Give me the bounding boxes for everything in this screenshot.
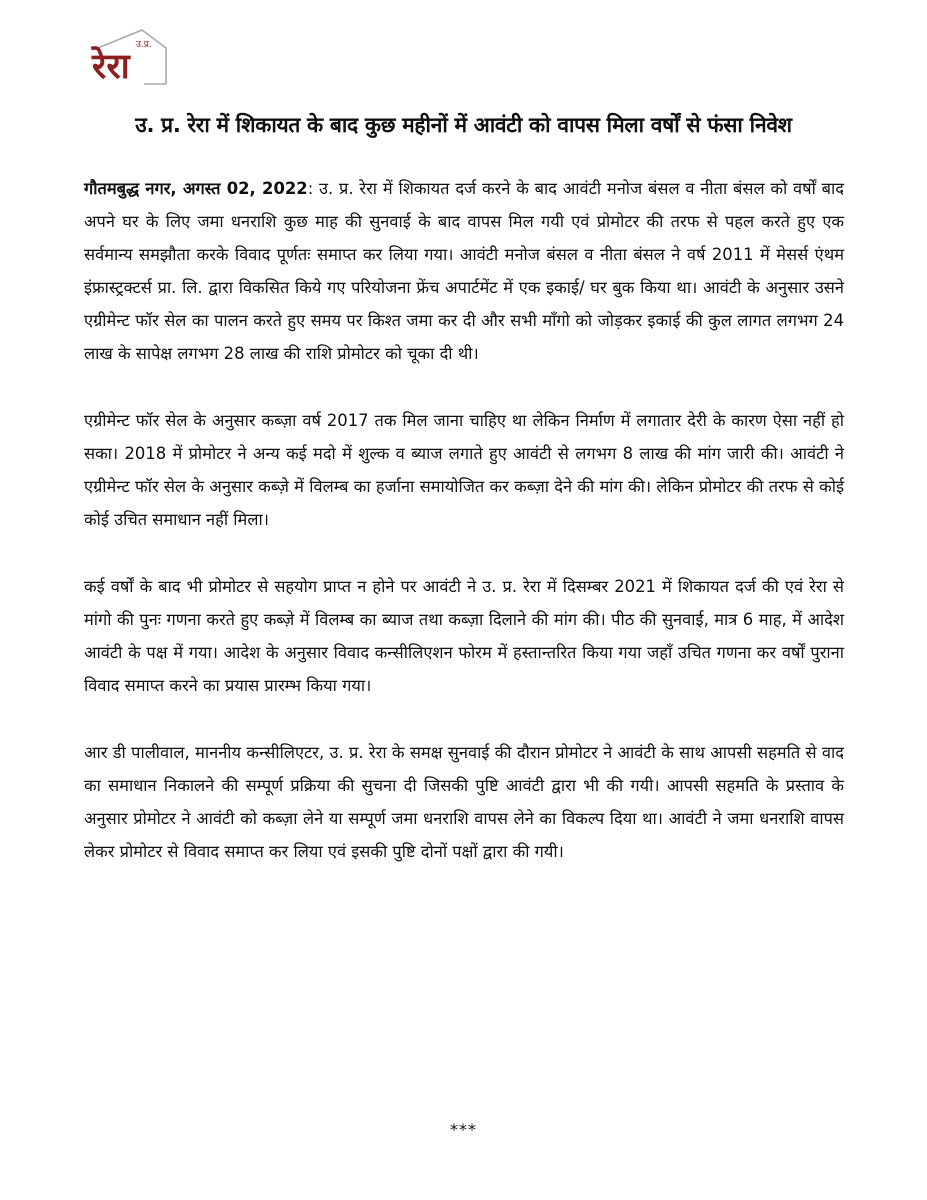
- paragraph-3: कई वर्षों के बाद भी प्रोमोटर से सहयोग प्राप्त न होने पर आवंटी ने उ. प्र. रेरा में दिसम्बर 2021 में शिकायत दर्ज की एवं रेरा से मांगो की पुनः गणना करते हुए कब्ज़े में विलम्ब का ब्याज तथा कब्ज़ा दिलाने की मांग की। पीठ की सुनवाई, मात्र 6 माह, में आदेश आवंटी के पक्ष में गया। आदेश के अनुसार विवाद कन्सीलिएशन फोरम में हस्तान्तरित किया गया जहाँ उचित गणना कर वर्षों पुराना विवाद समाप्त करने का प्रयास प्रारम्भ किया गया।: [84, 577, 844, 695]
- paragraph-2: एग्रीमेन्ट फॉर सेल के अनुसार कब्ज़ा वर्ष 2017 तक मिल जाना चाहिए था लेकिन निर्माण में लगातार देरी के कारण ऐसा नहीं हो सका। 2018 में प्रोमोटर ने अन्य कई मदो में शुल्क व ब्याज लगाते हुए आवंटी से लगभग 8 लाख की मांग जारी की। आवंटी ने एग्रीमेन्ट फॉर सेल के अनुसार कब्ज़े में विलम्ब का हर्जाना समायोजित कर कब्ज़ा देने की मांग की। लेकिन प्रोमोटर की तरफ से कोई कोई उचित समाधान नहीं मिला।: [84, 411, 844, 529]
- paragraph-4: आर डी पालीवाल, माननीय कन्सीलिएटर, उ. प्र. रेरा के समक्ष सुनवाई की दौरान प्रोमोटर ने आवंटी के साथ आपसी सहमति से वाद का समाधान निकालने की सम्पूर्ण प्रक्रिया की सुचना दी जिसकी पुष्टि आवंटी द्वारा भी की गयी। आपसी सहमति के प्रस्ताव के अनुसार प्रोमोटर ने आवंटी को कब्ज़ा लेने या सम्पूर्ण जमा धनराशि वापस लेने का विकल्प दिया था। आवंटी ने जमा धनराशि वापस लेकर प्रोमोटर से विवाद समाप्त कर लिया एवं इसकी पुष्टि दोनों पक्षों द्वारा की गयी।: [84, 743, 844, 861]
- logo-wordmark: रेरा: [92, 47, 130, 86]
- logo-superscript: उ.प्र.: [136, 40, 152, 50]
- article-body: [84, 172, 844, 902]
- paragraph-1: [84, 172, 844, 370]
- end-mark: ***: [450, 1120, 477, 1139]
- rera-logo: [88, 26, 170, 86]
- dateline: गौतमबुद्ध नगर, अगस्त 02, 2022: [84, 179, 308, 198]
- headline: उ. प्र. रेरा में शिकायत के बाद कुछ महीनों में आवंटी को वापस मिला वर्षों से फंसा निवेश: [135, 113, 792, 137]
- house-outline-icon: [88, 26, 170, 86]
- paragraph-1-text: : उ. प्र. रेरा में शिकायत दर्ज करने के बाद आवंटी मनोज बंसल व नीता बंसल को वर्षों बाद अपने घर के लिए जमा धनराशि कुछ माह की सुनवाई के बाद वापस मिल गयी एवं प्रोमोटर की तरफ से पहल करते हुए एक सर्वमान्य समझौता करके विवाद पूर्णतः समाप्त कर लिया गया। आवंटी मनोज बंसल व नीता बंसल ने वर्ष 2011 में मेसर्स एंथम इंफ्रास्ट्रक्टर्स प्रा. लि. द्वारा विकसित किये गए परियोजना फ्रेंच अपार्टमेंट में एक इकाई/ घर बुक किया था। आवंटी के अनुसार उसने एग्रीमेन्ट फॉर सेल का पालन करते हुए समय पर किश्त जमा कर दी और सभी माँगो को जोड़कर इकाई की कुल लागत लगभग 24 लाख के सापेक्ष लगभग 28 लाख की राशि प्रोमोटर को चूका दी थी।: [84, 179, 844, 363]
